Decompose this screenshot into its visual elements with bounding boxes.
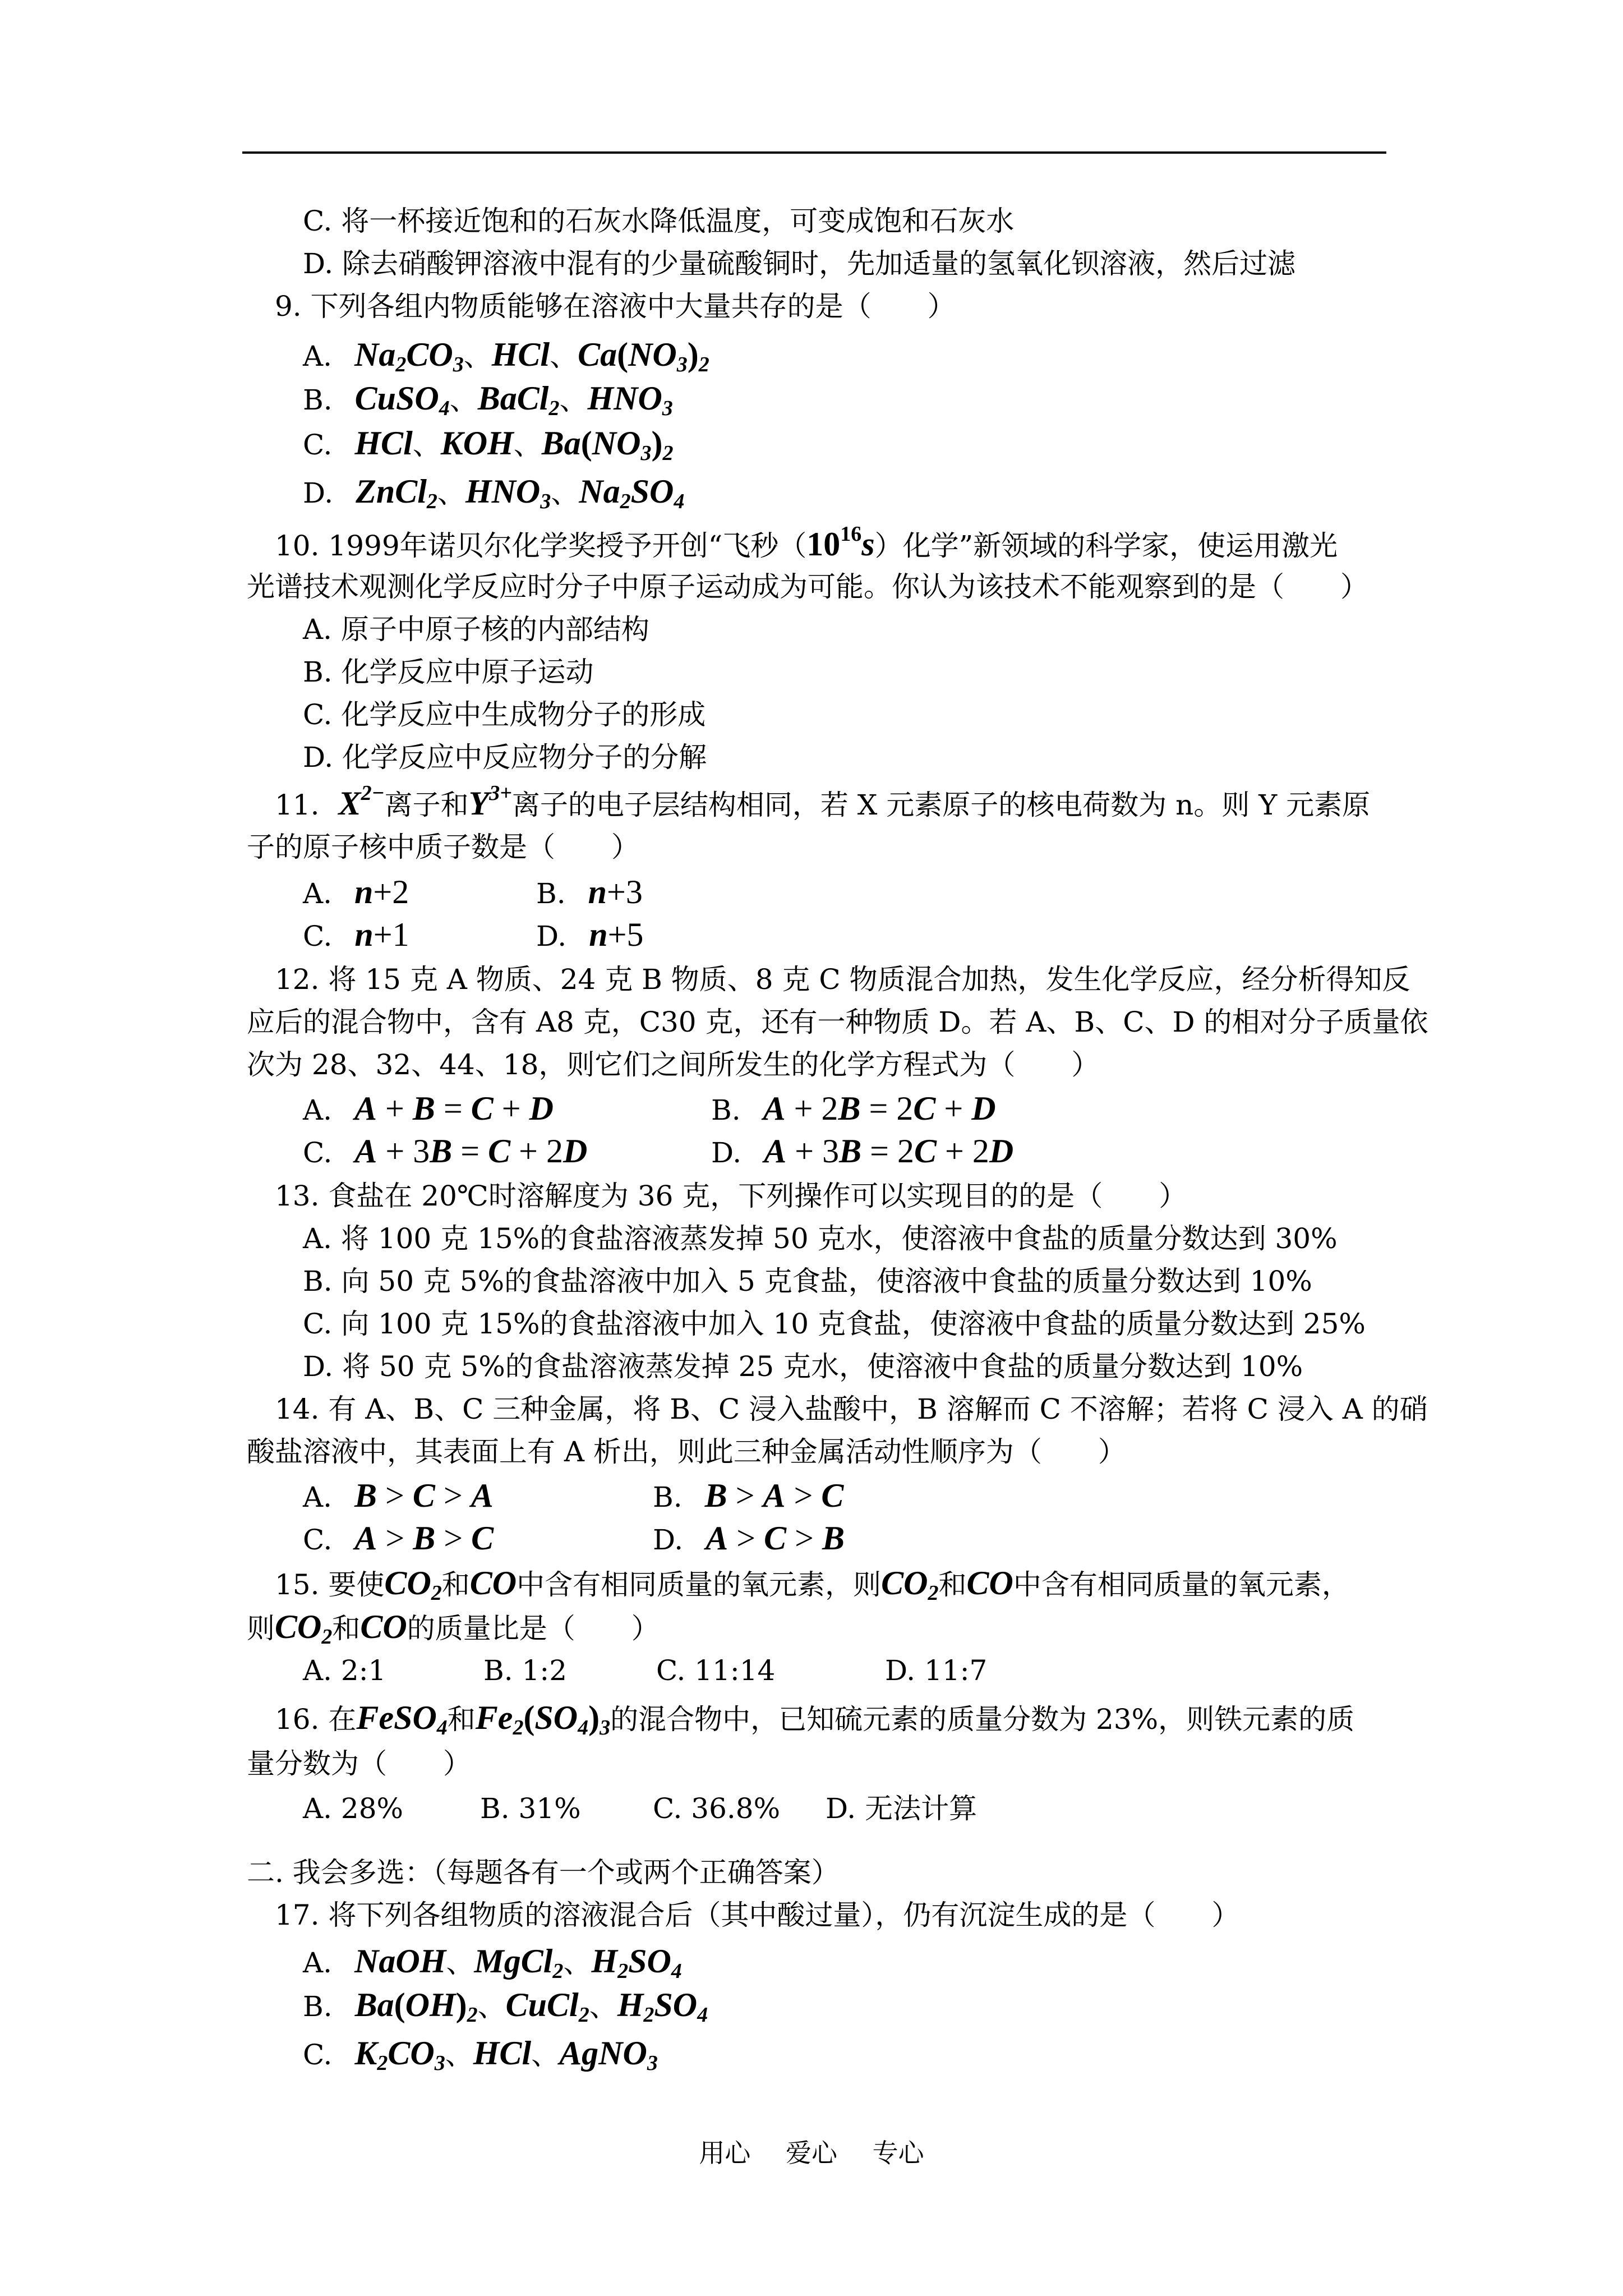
q10-option-a: A. 原子中原子核的内部结构	[303, 613, 649, 646]
q16-option-d: D. 无法计算	[826, 1792, 978, 1825]
q8-option-c: C. 将一杯接近饱和的石灰水降低温度，可变成饱和石灰水	[303, 205, 1015, 237]
q11-option-c: C. n+1	[303, 916, 409, 953]
q9-option-b: B. CuSO$_4$、BaCl$_2$、$HNO_3$	[303, 380, 673, 420]
q11-stem-line2: 子的原子核中质子数是（ ）	[247, 831, 639, 863]
q14-option-c: C. A > B > C	[303, 1520, 494, 1557]
page-footer	[0, 2136, 1623, 2170]
q13-option-a: A. 将 100 克 15%的食盐溶液蒸发掉 50 克水，使溶液中食盐的质量分数达到 30%	[303, 1222, 1338, 1255]
q14-option-b: B. B > A > C	[653, 1477, 844, 1514]
q10-stem-line1: 10. 1999年诺贝尔化学奖授予开创“飞秒$(10^{16}s)$化学”新领域的科学家，使运用激光	[275, 522, 1338, 563]
q17-option-b: B. $Ba(OH)_2$、CuCl$_2$、$H_2SO_4$	[303, 1986, 708, 2027]
q17-option-a: A. NaOH、MgCl$_2$、$H_2SO_4$	[303, 1943, 682, 1983]
q12-stem-line3: 次为 28、32、44、18，则它们之间所发生的化学方程式为（ ）	[247, 1048, 1100, 1081]
q16-option-c: C. 36.8%	[653, 1792, 781, 1825]
q15-option-b: B. 1:2	[483, 1654, 567, 1687]
footer-text-3: 专心	[872, 2138, 924, 2168]
q10-option-b: B. 化学反应中原子运动	[303, 656, 594, 688]
q9-option-a: A. $Na_2CO_3$、HCl、$Ca(NO_3)_2$	[303, 336, 709, 376]
q12-option-b: B. A + 2B = 2C + D	[711, 1090, 996, 1127]
footer-text-2: 爱心	[786, 2138, 837, 2168]
q15-stem-line1: 15. 要使$CO_2$和CO中含有相同质量的氧元素，则$CO_2$和CO中含有相同质量的氧元素，	[275, 1565, 1350, 1605]
q8-option-d: D. 除去硝酸钾溶液中混有的少量硫酸铜时，先加适量的氢氧化钡溶液，然后过滤	[303, 247, 1296, 280]
q13-stem: 13. 食盐在 20℃时溶解度为 36 克，下列操作可以实现目的的是（ ）	[275, 1180, 1187, 1212]
footer-text-1: 用心	[699, 2138, 751, 2168]
q9-option-d: D. ZnCl$_2$、$HNO_3$、$Na_2SO_4$	[303, 473, 685, 513]
q11-stem-line1: 11. $X^{2-}$离子和$Y^{3+}$离子的电子层结构相同，若 X 元素原子的核电荷数为 n。则 Y 元素原	[275, 781, 1371, 822]
q9-stem: 9. 下列各组内物质能够在溶液中大量共存的是（ ）	[275, 290, 956, 323]
q12-stem-line2: 应后的混合物中，含有 A8 克，C30 克，还有一种物质 D。若 A、B、C、D 的相对分子质量依	[247, 1006, 1428, 1038]
q12-option-a: A. A + B = C + D	[303, 1090, 554, 1127]
q16-stem-line1: 16. 在FeSO$_4$和$Fe_2(SO_4)_3$的混合物中，已知硫元素的质量分数为 23%，则铁元素的质	[275, 1699, 1355, 1740]
q11-option-d: D. n+5	[536, 916, 644, 953]
q15-option-d: D. 11:7	[885, 1654, 988, 1687]
q14-option-d: D. A > C > B	[653, 1520, 845, 1557]
q16-stem-line2: 量分数为（ ）	[247, 1747, 471, 1780]
q12-option-c: C. A + 3B = C + 2D	[303, 1133, 588, 1170]
q17-stem: 17. 将下列各组物质的溶液混合后（其中酸过量），仍有沉淀生成的是（ ）	[275, 1899, 1240, 1931]
q9-option-c: C. HCl、KOH、$Ba(NO_3)_2$	[303, 425, 674, 465]
q15-option-c: C. 11:14	[656, 1654, 776, 1687]
q13-option-c: C. 向 100 克 15%的食盐溶液中加入 10 克食盐，使溶液中食盐的质量分数达到 25%	[303, 1308, 1366, 1340]
q10-stem-line2: 光谱技术观测化学反应时分子中原子运动成为可能。你认为该技术不能观察到的是（ ）	[247, 570, 1368, 603]
q14-option-a: A. B > C > A	[303, 1477, 494, 1514]
q14-stem-line1: 14. 有 A、B、C 三种金属，将 B、C 浸入盐酸中，B 溶解而 C 不溶解；若将 C 浸入 A 的硝	[275, 1393, 1428, 1425]
q15-option-a: A. 2:1	[303, 1654, 386, 1687]
q11-option-a: A. n+2	[303, 873, 409, 910]
q16-option-b: B. 31%	[480, 1792, 581, 1825]
q11-option-b: B. n+3	[536, 873, 643, 910]
q17-option-c: C. $K_2CO_3$、HCl、AgNO$_3$	[303, 2035, 658, 2075]
q12-stem-line1: 12. 将 15 克 A 物质、24 克 B 物质、8 克 C 物质混合加热，发生化学反应，经分析得知反	[275, 963, 1410, 996]
q10-option-c: C. 化学反应中生成物分子的形成	[303, 698, 706, 731]
section-heading: 二. 我会多选：（每题各有一个或两个正确答案）	[247, 1856, 840, 1889]
q13-option-d: D. 将 50 克 5%的食盐溶液蒸发掉 25 克水，使溶液中食盐的质量分数达到 10%	[303, 1350, 1303, 1383]
q16-option-a: A. 28%	[303, 1792, 404, 1825]
q10-option-d: D. 化学反应中反应物分子的分解	[303, 741, 707, 774]
q15-stem-line2: 则$CO_2$和CO的质量比是（ ）	[247, 1608, 660, 1649]
q13-option-b: B. 向 50 克 5%的食盐溶液中加入 5 克食盐，使溶液中食盐的质量分数达到 10%	[303, 1265, 1312, 1297]
q12-option-d: D. A + 3B = 2C + 2D	[711, 1133, 1014, 1170]
q14-stem-line2: 酸盐溶液中，其表面上有 A 析出，则此三种金属活动性顺序为（ ）	[247, 1435, 1126, 1468]
header-rule	[242, 151, 1386, 154]
